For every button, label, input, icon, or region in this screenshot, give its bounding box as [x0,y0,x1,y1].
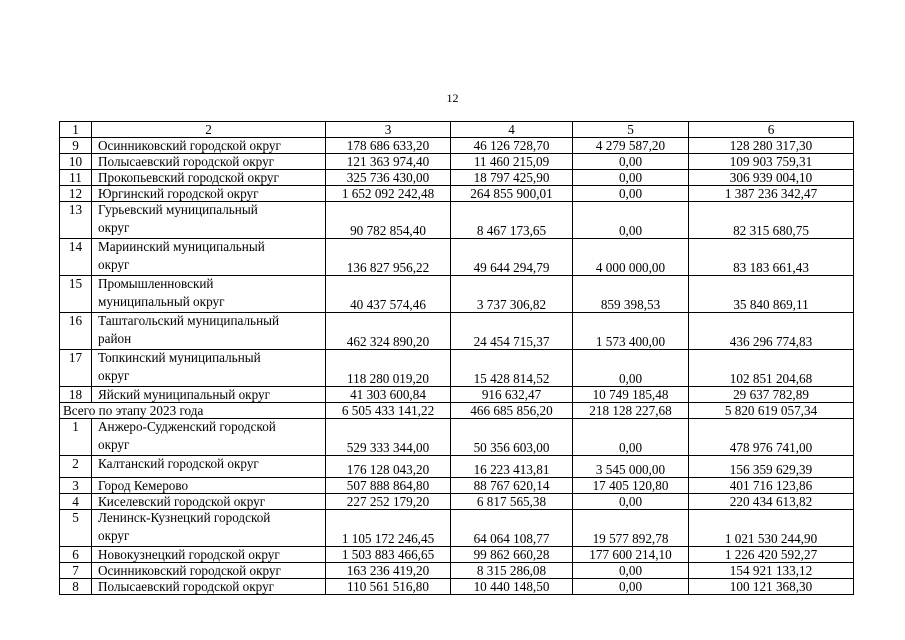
row-name-line: Осинниковский городской округ [98,563,281,578]
value-cell-c4: 16 223 413,81 [451,456,573,478]
row-name-line: Киселевский городской округ [98,494,266,509]
row-number: 16 [60,313,92,350]
data-table [59,121,854,595]
value-cell-c6: 1 226 420 592,27 [689,547,854,563]
row-number: 11 [60,170,92,186]
value-cell-c5: 0,00 [573,494,689,510]
value-cell-c4: 11 460 215,09 [451,154,573,170]
value-cell-c3: 1 503 883 466,65 [326,547,451,563]
row-name [92,138,326,154]
row-name [92,547,326,563]
value-cell-c4: 99 862 660,28 [451,547,573,563]
row-name-line: Новокузнецкий городской округ [98,547,280,562]
row-name [92,350,326,387]
row-number: 2 [60,456,92,478]
value-cell-c5: 19 577 892,78 [573,510,689,547]
total-value-c4: 466 685 856,20 [451,403,573,419]
value-cell-c6: 154 921 133,12 [689,563,854,579]
value-cell-c6: 1 387 236 342,47 [689,186,854,202]
row-name [92,387,326,403]
value-cell-c3: 90 782 854,40 [326,202,451,239]
row-name [92,313,326,350]
row-name-line: Прокопьевский городской округ [98,170,279,185]
row-number: 15 [60,276,92,313]
value-cell-c5: 0,00 [573,579,689,595]
value-cell-c3: 118 280 019,20 [326,350,451,387]
table-row [60,456,854,478]
table-row [60,202,854,239]
value-cell-c4: 916 632,47 [451,387,573,403]
value-cell-c3: 325 736 430,00 [326,170,451,186]
value-cell-c5: 0,00 [573,563,689,579]
value-cell-c5: 4 279 587,20 [573,138,689,154]
row-number: 9 [60,138,92,154]
value-cell-c3: 529 333 344,00 [326,419,451,456]
value-cell-c4: 3 737 306,82 [451,276,573,313]
row-number: 12 [60,186,92,202]
value-cell-c5: 3 545 000,00 [573,456,689,478]
row-name [92,478,326,494]
value-cell-c6: 401 716 123,86 [689,478,854,494]
value-cell-c5: 10 749 185,48 [573,387,689,403]
value-cell-c6: 29 637 782,89 [689,387,854,403]
value-cell-c4: 264 855 900,01 [451,186,573,202]
value-cell-c4: 64 064 108,77 [451,510,573,547]
value-cell-c3: 121 363 974,40 [326,154,451,170]
table-row [60,138,854,154]
row-name [92,456,326,478]
row-number: 18 [60,387,92,403]
row-name [92,510,326,547]
value-cell-c6: 220 434 613,82 [689,494,854,510]
row-name-line: Мариинский муниципальный [98,239,265,254]
value-cell-c5: 17 405 120,80 [573,478,689,494]
value-cell-c3: 110 561 516,80 [326,579,451,595]
page-number: 12 [446,91,459,105]
value-cell-c5: 4 000 000,00 [573,239,689,276]
value-cell-c5: 0,00 [573,186,689,202]
table-row [60,313,854,350]
row-number: 5 [60,510,92,547]
table-row [60,350,854,387]
table-row [60,563,854,579]
header-cell: 6 [689,122,854,138]
table-row [60,510,854,547]
value-cell-c4: 88 767 620,14 [451,478,573,494]
value-cell-c6: 83 183 661,43 [689,239,854,276]
value-cell-c3: 41 303 600,84 [326,387,451,403]
value-cell-c4: 10 440 148,50 [451,579,573,595]
value-cell-c6: 102 851 204,68 [689,350,854,387]
row-name [92,276,326,313]
value-cell-c4: 8 315 286,08 [451,563,573,579]
value-cell-c6: 35 840 869,11 [689,276,854,313]
value-cell-c5: 1 573 400,00 [573,313,689,350]
value-cell-c6: 478 976 741,00 [689,419,854,456]
row-name [92,170,326,186]
value-cell-c3: 163 236 419,20 [326,563,451,579]
row-name-line: Калтанский городской округ [98,456,259,471]
table-header-row [60,122,854,138]
total-row [60,403,854,419]
total-value-c3: 6 505 433 141,22 [326,403,451,419]
table-row [60,547,854,563]
header-cell: 5 [573,122,689,138]
value-cell-c4: 46 126 728,70 [451,138,573,154]
value-cell-c3: 176 128 043,20 [326,456,451,478]
table-body [60,122,854,595]
value-cell-c6: 306 939 004,10 [689,170,854,186]
row-number: 14 [60,239,92,276]
value-cell-c5: 0,00 [573,202,689,239]
value-cell-c5: 0,00 [573,154,689,170]
header-cell: 2 [92,122,326,138]
row-name-line: Ленинск-Кузнецкий городской [98,510,271,525]
row-name-line: Промышленновский [98,276,214,291]
value-cell-c6: 1 021 530 244,90 [689,510,854,547]
row-name-line: округ [98,368,130,383]
row-name [92,202,326,239]
value-cell-c6: 156 359 629,39 [689,456,854,478]
value-cell-c3: 1 105 172 246,45 [326,510,451,547]
row-number: 13 [60,202,92,239]
row-name-line: Анжеро-Судженский городской [98,419,276,434]
row-name [92,563,326,579]
row-number: 1 [60,419,92,456]
row-name [92,419,326,456]
row-name [92,186,326,202]
value-cell-c4: 6 817 565,38 [451,494,573,510]
row-name [92,239,326,276]
value-cell-c3: 227 252 179,20 [326,494,451,510]
row-name-line: Полысаевский городской округ [98,579,275,594]
value-cell-c6: 82 315 680,75 [689,202,854,239]
row-name-line: Юргинский городской округ [98,186,259,201]
total-value-c5: 218 128 227,68 [573,403,689,419]
row-number: 8 [60,579,92,595]
value-cell-c4: 24 454 715,37 [451,313,573,350]
value-cell-c3: 1 652 092 242,48 [326,186,451,202]
row-number: 4 [60,494,92,510]
row-name-line: Гурьевский муниципальный [98,202,258,217]
value-cell-c5: 0,00 [573,170,689,186]
row-name-line: округ [98,528,130,543]
row-name-line: район [98,331,132,346]
row-name-line: Полысаевский городской округ [98,154,275,169]
table-row [60,186,854,202]
row-name-line: Яйский муниципальный округ [98,387,271,402]
table-row [60,170,854,186]
value-cell-c3: 136 827 956,22 [326,239,451,276]
value-cell-c4: 15 428 814,52 [451,350,573,387]
row-number: 3 [60,478,92,494]
value-cell-c3: 507 888 864,80 [326,478,451,494]
total-value-c6: 5 820 619 057,34 [689,403,854,419]
row-name-line: Топкинский муниципальный [98,350,261,365]
value-cell-c5: 0,00 [573,350,689,387]
value-cell-c6: 436 296 774,83 [689,313,854,350]
table-row [60,579,854,595]
row-name [92,494,326,510]
row-number: 10 [60,154,92,170]
value-cell-c5: 0,00 [573,419,689,456]
value-cell-c3: 462 324 890,20 [326,313,451,350]
table-row [60,478,854,494]
row-name-line: округ [98,257,130,272]
value-cell-c6: 128 280 317,30 [689,138,854,154]
table-row [60,387,854,403]
row-name [92,154,326,170]
row-name-line: Город Кемерово [98,478,189,493]
table-row [60,276,854,313]
value-cell-c4: 50 356 603,00 [451,419,573,456]
row-number: 17 [60,350,92,387]
row-name-line: Таштагольский муниципальный [98,313,280,328]
header-cell: 4 [451,122,573,138]
row-name-line: муниципальный округ [98,294,225,309]
row-name-line: Осинниковский городской округ [98,138,281,153]
value-cell-c4: 8 467 173,65 [451,202,573,239]
row-number: 7 [60,563,92,579]
table-row [60,239,854,276]
table-row [60,494,854,510]
value-cell-c3: 40 437 574,46 [326,276,451,313]
table-row [60,154,854,170]
value-cell-c4: 18 797 425,90 [451,170,573,186]
header-cell: 3 [326,122,451,138]
row-name-line: округ [98,220,130,235]
total-label: Всего по этапу 2023 года [60,403,326,419]
value-cell-c5: 177 600 214,10 [573,547,689,563]
header-cell: 1 [60,122,92,138]
value-cell-c3: 178 686 633,20 [326,138,451,154]
table-row [60,419,854,456]
row-name-line: округ [98,437,130,452]
row-number: 6 [60,547,92,563]
value-cell-c5: 859 398,53 [573,276,689,313]
row-name [92,579,326,595]
value-cell-c6: 100 121 368,30 [689,579,854,595]
value-cell-c6: 109 903 759,31 [689,154,854,170]
value-cell-c4: 49 644 294,79 [451,239,573,276]
